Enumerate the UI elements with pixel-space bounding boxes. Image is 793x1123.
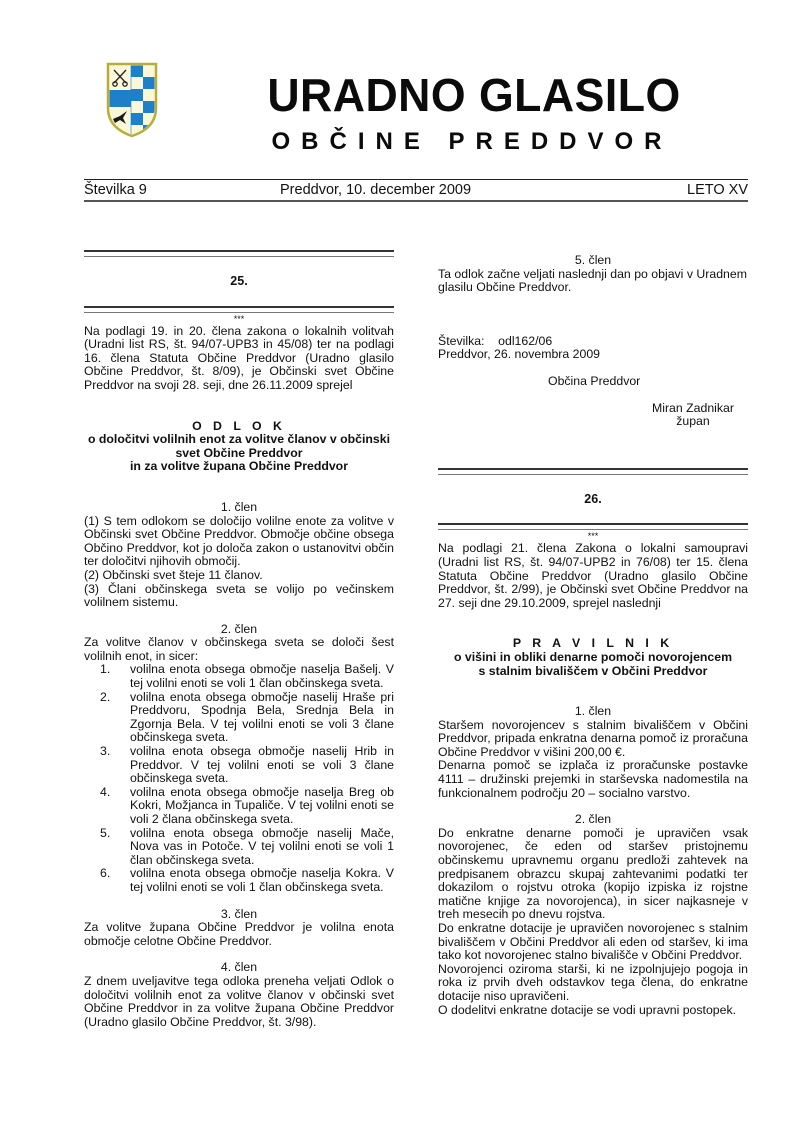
section-stars: *** <box>587 531 599 542</box>
list-item: 6. volilna enota obsega območje naselja Kokra. V tej volilni enoti se voli 1 član občinskega sveta. <box>100 866 394 894</box>
section-number: 26. <box>584 491 602 506</box>
list-item: 1. volilna enota obsega območje naselja Bašelj. V tej volilni enoti se voli 1 član občinskega sveta. <box>100 662 394 691</box>
section-divider <box>438 523 748 530</box>
document-title-line: o višini in obliki denarne pomoči novorojencem <box>453 649 733 664</box>
section-stars: *** <box>233 313 245 324</box>
article-paragraph: Denarna pomoč se izplača iz proračunske postavke 4111 – družinski prejemki in starševska nadomestila na funkcionalnem področju 20 – socialno varstvo. <box>438 758 748 800</box>
right-column <box>438 250 748 1017</box>
publication-subtitle: OBČINE PREDDVOR <box>271 128 673 155</box>
masthead-bar <box>84 179 748 202</box>
preamble: Na podlagi 19. in 20. člena zakona o lokalnih volitvah (Uradni list RS, št. 94/07-UPB3 in 45/08) ter na podlagi 16. člena Statuta Občine Preddvor (Uradno glasilo Občine Preddvor, št. 8/09), je Občinski svet Občine Preddvor na svoji 28. seji, dne 26.11.2009 sprejel <box>84 323 394 392</box>
list-item: 4. volilna enota obsega območje naselja Breg ob Kokri, Možjanca in Tupaliče. V tej volilni enoti se voli 2 člana občinskega sveta. <box>100 784 394 826</box>
list-item: 3. volilna enota obsega območje naselij Hrib in Preddvor. V tej volilni enoti se voli 3 člane občinskega sveta. <box>100 744 394 786</box>
article-paragraph: (3) Člani občinskega sveta se volijo po večinskem volilnem sistemu. <box>84 581 394 610</box>
section-divider <box>84 306 394 313</box>
issue-year: LETO XV <box>687 182 748 198</box>
article-paragraph: Do enkratne denarne pomoči je upravičen vsak novorojenec, če eden od staršev pristojnemu občinskemu upravnemu organu predloži zahtevek na predpisanem obrazcu skupaj zahtevanimi podatki ter dokazilom o rojstvu otroka (kopijo izpiska iz rojstne matične knjige za novorojenca), in sicer najkasneje v treh mesecih po dnevu rojstva. <box>438 825 748 922</box>
issue-number: Številka 9 <box>84 182 147 198</box>
article-heading: 1. člen <box>220 499 258 514</box>
article-paragraph: Z dnem uveljavitve tega odloka preneha veljati Odlok o določitvi volilnih enot za volitve članov v občinski svet Občine Preddvor in za volitve župana Občine Preddvor (Uradno glasilo Občine Preddvor, št. 3/98). <box>84 973 394 1029</box>
section-divider <box>84 250 394 257</box>
document-title-line: o določitvi volilnih enot za volitve članov v občinski <box>87 432 391 447</box>
article-paragraph: Do enkratne dotacije je upravičen novorojenec s stalnim bivališčem v Občini Preddvor ali eden od staršev, ki ima tako kot novorojenec stalno bivališče v Občini Preddvor. <box>438 921 748 963</box>
article-heading: 3. člen <box>220 906 258 921</box>
article-heading: 5. člen <box>574 253 612 267</box>
article-paragraph: Za volitve članov v občinskega sveta se določi šest volilnih enot, in sicer: <box>84 635 394 663</box>
issue-date: Preddvor, 10. december 2009 <box>280 182 472 198</box>
article-paragraph: Za volitve župana Občine Preddvor je volilna enota območje celotne Občine Preddvor. <box>84 920 394 948</box>
document-title-line: svet Občine Preddvor <box>175 445 303 460</box>
article-paragraph: O dodelitvi enkratne dotacije se vodi upravni postopek. <box>438 1002 737 1017</box>
preamble: Na podlagi 21. člena Zakona o lokalni samoupravi (Uradni list RS, št. 94/07-UPB2 in 76/08) ter 15. člena Statuta Občine Preddvor (Uradno glasilo Občine Preddvor, št. 2/99), je Občinski svet Občine Preddvor na 27. seji dne 29.10.2009, sprejel naslednji <box>438 541 748 610</box>
left-column <box>84 250 394 1029</box>
section-divider <box>438 468 748 475</box>
article-heading: 2. člen <box>574 812 612 827</box>
document-title-line: in za volitve župana Občine Preddvor <box>130 459 348 474</box>
list-item: 2. volilna enota obsega območje naselij Hraše pri Preddvoru, Spodnja Bela, Srednja Bela in Zgornja Bela. V tej volilni enoti se voli 3 člane občinskega sveta. <box>100 689 394 745</box>
article-paragraph: Staršem novorojencev s stalnim bivališčem v Občini Preddvor, pripada enkratna denarna pomoč iz proračuna Občine Preddvor v višini 200,00 €. <box>438 717 748 759</box>
article-paragraph: Novorojenci oziroma starši, ki ne izpolnjujejo pogoja in roka iz prvih dveh odstavkov tega člena, do enkratne dotacije niso upravičeni. <box>438 961 748 1003</box>
document-type: O D L O K <box>192 418 286 433</box>
list-item: 5. volilna enota obsega območje naselij Mače, Nova vas in Potoče. V tej volilni enoti se voli 1 član občinskega sveta. <box>100 825 394 867</box>
document-type: P R A V I L N I K <box>512 636 674 651</box>
reference-number: Številka: odl162/06 <box>438 333 553 348</box>
section-number: 25. <box>230 274 248 288</box>
article-heading: 1. člen <box>574 704 612 719</box>
signatory-title: župan <box>676 414 710 429</box>
issuer: Občina Preddvor <box>548 373 641 388</box>
document-title-line: s stalnim bivališčem v Občini Preddvor <box>478 663 708 678</box>
coat-of-arms-icon <box>106 62 158 138</box>
reference-place-date: Preddvor, 26. novembra 2009 <box>438 347 601 362</box>
publication-title: URADNO GLASILO <box>267 69 681 121</box>
signatory-name: Miran Zadnikar <box>651 400 734 415</box>
article-paragraph: (2) Občinski svet šteje 11 članov. <box>84 567 263 582</box>
article-paragraph: Ta odlok začne veljati naslednji dan po objavi v Uradnem glasilu Občine Preddvor. <box>438 266 747 295</box>
electoral-units-list <box>84 663 394 894</box>
article-heading: 4. člen <box>220 960 258 975</box>
article-heading: 2. člen <box>220 621 258 636</box>
article-paragraph: (1) S tem odlokom se določijo volilne enote za volitve v Občinski svet Občine Preddvor. Območje občine obsega Občino Preddvor, kot jo določa zakon o ustanovitvi občin ter določitvi njihovih območij. <box>84 513 394 569</box>
